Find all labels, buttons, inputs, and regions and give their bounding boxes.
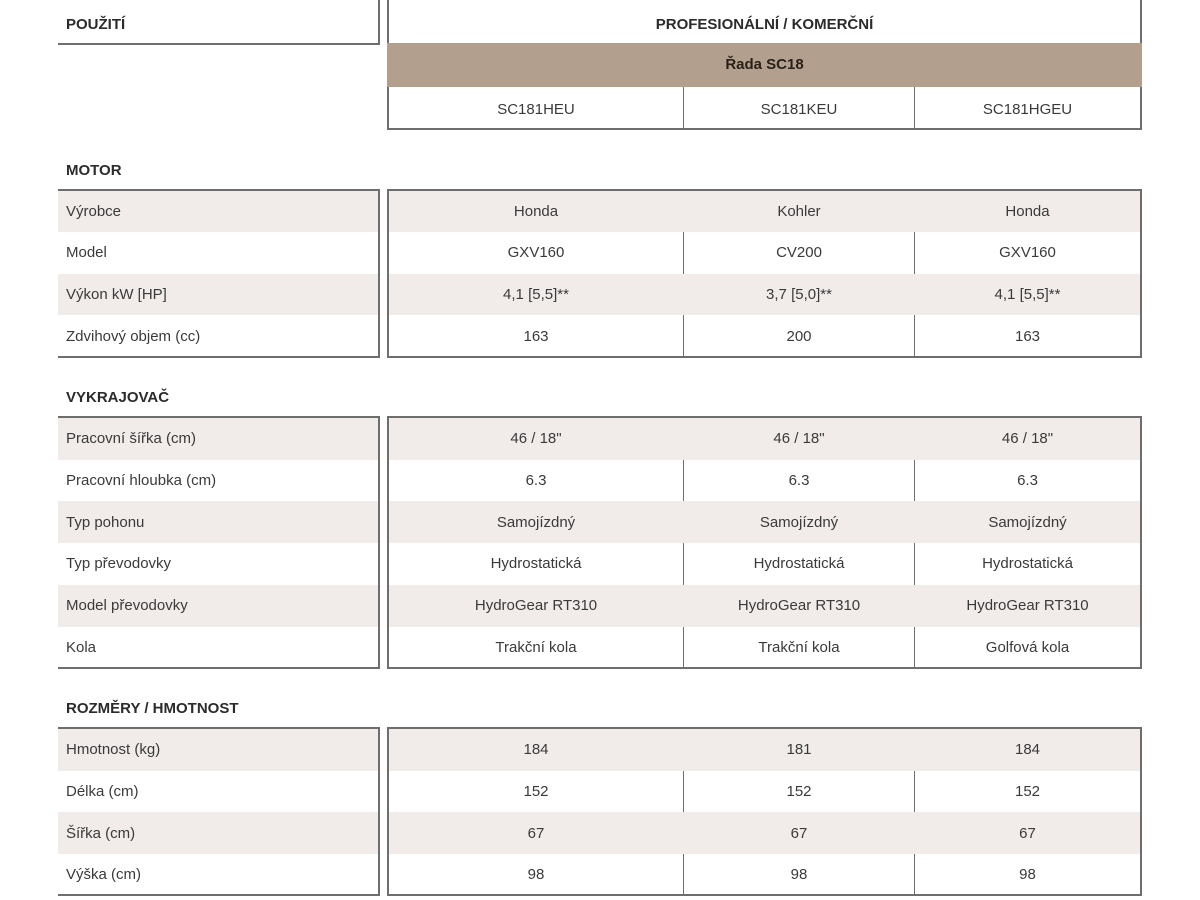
section-title-dimensions: ROZMĚRY / HMOTNOST [66,700,239,717]
cell-value: Honda [1005,203,1050,220]
cell-value: 200 [786,328,812,345]
cell-value: Hydrostatická [753,555,845,572]
row-label: Model [66,244,107,261]
row-label: Výkon kW [HP] [66,286,167,303]
cell-value: HydroGear RT310 [474,597,598,614]
cell-value: 4,1 [5,5]** [503,286,569,303]
cell-value: 181 [786,741,812,758]
cell-value: 6.3 [525,472,547,489]
cell-value: 152 [523,783,549,800]
cell-value: 184 [523,741,549,758]
category-title: PROFESIONÁLNÍ / KOMERČNÍ [655,16,874,33]
cell-value: Hydrostatická [490,555,582,572]
cell-value: GXV160 [999,244,1056,261]
cell-value: 67 [527,825,545,842]
cell-value: GXV160 [507,244,565,261]
cell-value: Golfová kola [985,639,1070,656]
cell-value: 46 / 18" [510,430,562,447]
cell-value: Samojízdný [988,514,1067,531]
row-label: Pracovní šířka (cm) [66,430,197,447]
row-label: Délka (cm) [66,783,139,800]
row-label: Hmotnost (kg) [66,741,161,758]
row-label: Výška (cm) [66,866,141,883]
row-label: Pracovní hloubka (cm) [66,472,217,489]
models-bottom-border [387,128,1142,130]
cell-value: Samojízdný [496,514,576,531]
cell-value: Hydrostatická [982,555,1073,572]
cell-value: 67 [1019,825,1036,842]
usage-underline [58,43,378,45]
cell-value: 67 [790,825,808,842]
section-title-cutter: VYKRAJOVAČ [66,389,170,406]
cell-value: 184 [1014,741,1041,758]
cell-value: 46 / 18" [1001,430,1054,447]
series-title: Řada SC18 [725,56,804,73]
row-label: Typ pohonu [66,514,145,531]
cell-value: HydroGear RT310 [737,597,861,614]
cell-value: 98 [790,866,808,883]
header-left-vline [378,0,380,45]
cell-value: CV200 [776,244,822,261]
cell-value: 98 [1019,866,1036,883]
row-label: Typ převodovky [66,555,172,572]
model-name: SC181HEU [497,101,575,118]
cell-value: HydroGear RT310 [966,597,1089,614]
row-label: Výrobce [66,203,122,220]
cell-value: 3,7 [5,0]** [766,286,832,303]
cell-value: Trakční kola [495,639,577,656]
cell-value: 152 [786,783,812,800]
row-label: Kola [66,639,97,656]
usage-label: POUŽITÍ [66,16,126,33]
cell-value: Honda [513,203,559,220]
cell-value: Trakční kola [758,639,840,656]
cell-value: 163 [1014,328,1041,345]
row-label: Zdvihový objem (cc) [66,328,201,345]
model-name: SC181HGEU [982,101,1073,118]
cell-value: 6.3 [788,472,810,489]
cell-value: 98 [527,866,545,883]
cell-value: 46 / 18" [773,430,825,447]
cell-value: 4,1 [5,5]** [994,286,1061,303]
cell-value: Samojízdný [759,514,839,531]
cell-value: Kohler [777,203,821,220]
cell-value: 6.3 [1017,472,1038,489]
cell-value: 152 [1014,783,1041,800]
row-label: Šířka (cm) [66,825,136,842]
model-name: SC181KEU [760,101,838,118]
section-title-motor: MOTOR [66,162,122,179]
cell-value: 163 [523,328,549,345]
row-label: Model převodovky [66,597,188,614]
